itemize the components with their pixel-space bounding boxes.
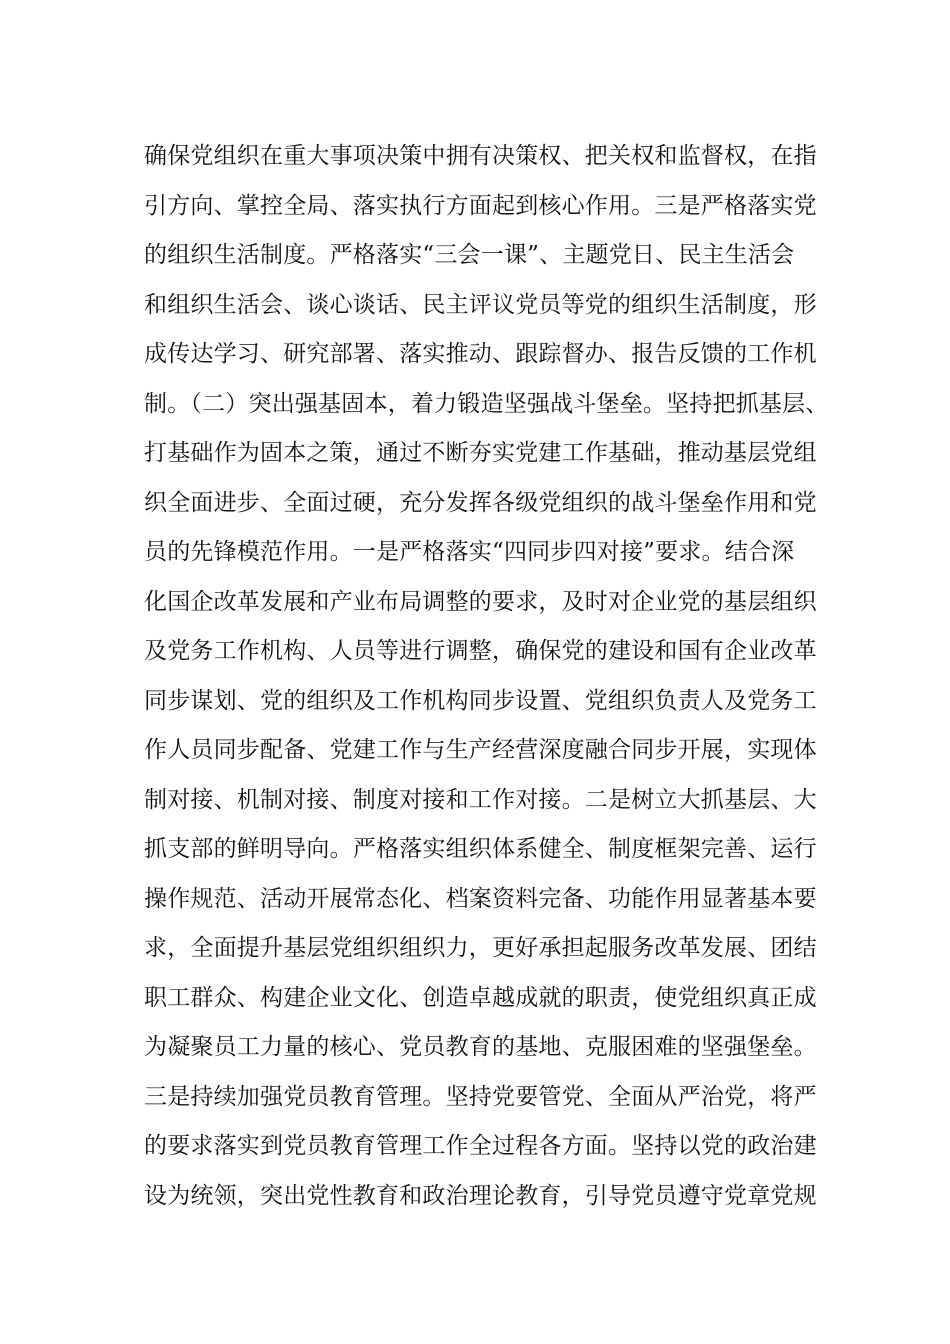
text-line: 操作规范、活动开展常态化、档案资料完备、功能作用显著基本要 [144, 885, 817, 912]
text-line: 成传达学习、研究部署、落实推动、跟踪督办、报告反馈的工作机 [144, 341, 817, 367]
text-line: 求，全面提升基层党组织组织力，更好承担起服务改革发展、团结 [144, 935, 817, 961]
body-text [144, 132, 844, 1221]
text-line: 打基础作为固本之策，通过不断夯实党建工作基础，推动基层党组 [144, 440, 817, 466]
text-line: 制对接、机制对接、制度对接和工作对接。二是树立大抓基层、大 [144, 786, 817, 813]
text-line: 同步谋划、党的组织及工作机构同步设置、党组织负责人及党务工 [144, 687, 817, 714]
text-line: 设为统领，突出党性教育和政治理论教育，引导党员遵守党章党规 [144, 1182, 817, 1209]
text-line: 作人员同步配备、党建工作与生产经营深度融合同步开展，实现体 [144, 737, 817, 763]
text-line: 职工群众、构建企业文化、创造卓越成就的职责，使党组织真正成 [144, 984, 817, 1011]
text-line: 制。（二）突出强基固本，着力锻造坚强战斗堡垒。坚持把抓基层、 [144, 390, 829, 417]
text-line: 三是持续加强党员教育管理。坚持党要管党、全面从严治党，将严 [144, 1083, 817, 1110]
text-line: 员的先锋模范作用。一是严格落实“四同步四对接”要求。结合深 [144, 539, 795, 565]
text-line: 引方向、掌控全局、落实执行方面起到核心作用。三是严格落实党 [144, 192, 817, 219]
text-line: 化国企改革发展和产业布局调整的要求，及时对企业党的基层组织 [144, 588, 817, 615]
text-line: 为凝聚员工力量的核心、党员教育的基地、克服困难的坚强堡垒。 [144, 1034, 817, 1060]
text-line: 抓支部的鲜明导向。严格落实组织体系健全、制度框架完善、运行 [144, 836, 817, 862]
text-line: 确保党组织在重大事项决策中拥有决策权、把关权和监督权，在指 [144, 143, 817, 169]
text-line: 和组织生活会、谈心谈话、民主评议党员等党的组织生活制度，形 [144, 291, 817, 318]
text-line: 织全面进步、全面过硬，充分发挥各级党组织的战斗堡垒作用和党 [144, 489, 817, 516]
text-line: 及党务工作机构、人员等进行调整，确保党的建设和国有企业改革 [144, 638, 817, 664]
text-line: 的组织生活制度。严格落实“三会一课”、主题党日、民主生活会 [144, 242, 795, 268]
text-line: 的要求落实到党员教育管理工作全过程各方面。坚持以党的政治建 [144, 1133, 817, 1159]
